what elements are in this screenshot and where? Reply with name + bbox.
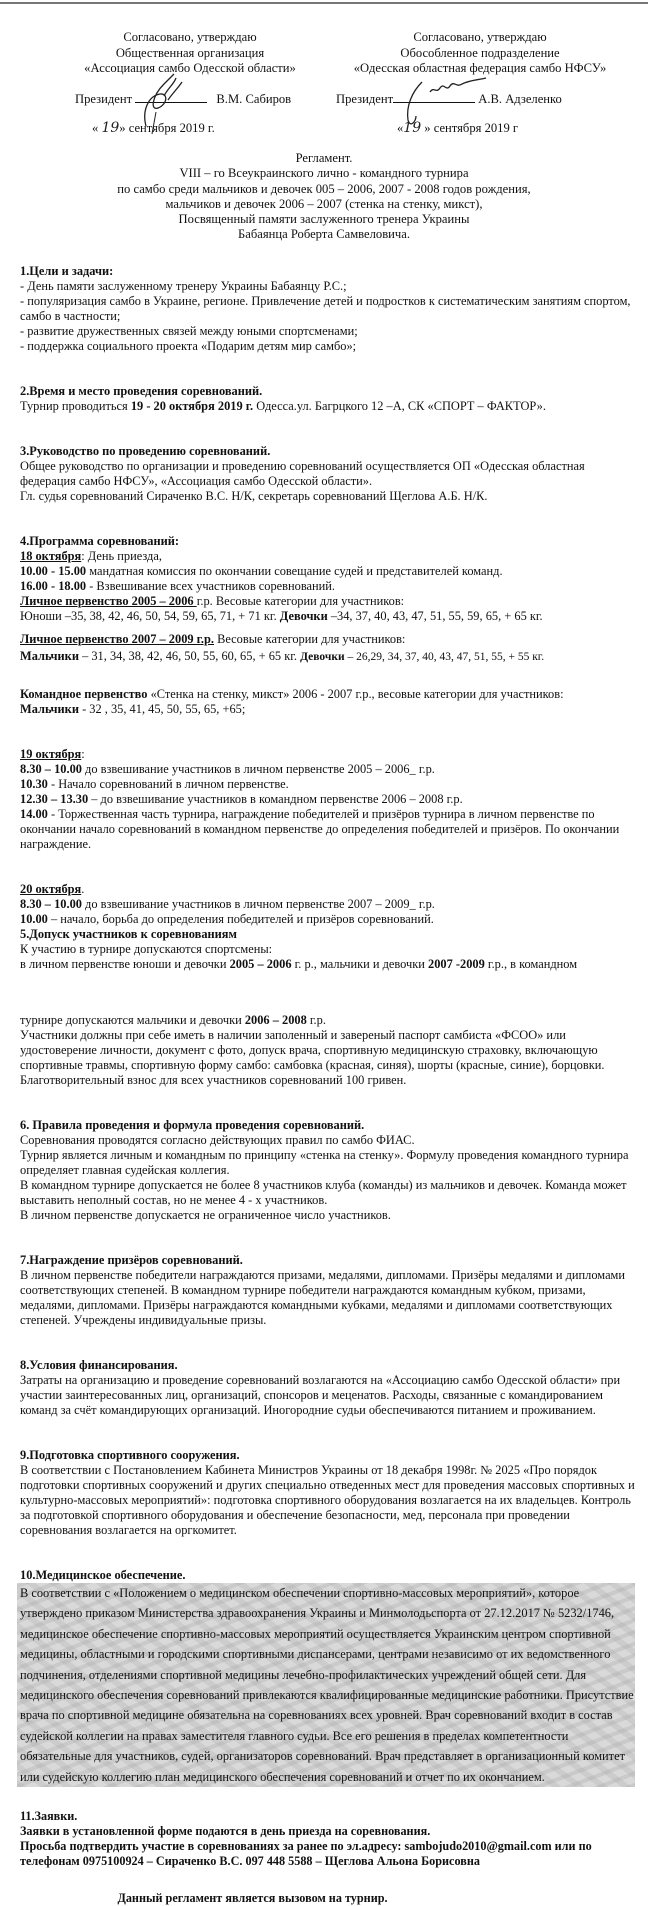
schedule-time: 8.30 – 10.00: [20, 897, 82, 911]
schedule-text: - Торжественная часть турнира, награждение победителей и призёров турнира в личном первенстве по окончании начало соревнований в командном первенстве до определения победителей и призёров. По окончании награждение.: [20, 807, 620, 851]
section-text: [20, 957, 635, 972]
day-header: [20, 549, 635, 564]
president-right-label: Президент: [336, 92, 394, 106]
section-financing: [20, 1358, 635, 1418]
section-heading: 5.Допуск участников к соревнованиям: [20, 927, 237, 941]
text-fragment: Турнир проводиться: [20, 399, 131, 413]
list-item: - поддержка социального проекта «Подарим детям мир самбо»;: [20, 339, 357, 353]
section-medical: [20, 1568, 635, 1787]
day-label: 18 октября: [20, 549, 82, 563]
section-applications: [20, 1809, 635, 1906]
closing-statement: Данный регламент является вызовом на турнир.: [117, 1891, 388, 1906]
day-text: :: [81, 747, 85, 761]
weight-category-header: [20, 594, 635, 609]
girls-weights: – 26,29, 34, 37, 40, 43, 47, 51, 55, + 55 кг.: [344, 651, 545, 663]
section-heading: 3.Руководство по проведению соревнований.: [20, 444, 271, 458]
section-text: Общее руководство по организации и проведению соревнований осуществляется ОП «Одесская областная федерация самбо НФСУ», «Ассоциация самбо Одесской области».: [20, 459, 585, 488]
text-fragment: г. р., мальчики и девочки: [291, 957, 428, 971]
schedule-text: - Взвешивание всех участников соревнований.: [86, 579, 336, 593]
schedule-time: 10.00 - 15.00: [20, 564, 87, 578]
section-heading: 4.Программа соревнований:: [20, 534, 180, 548]
weight-category-header: [20, 632, 635, 647]
date-right-open: «: [397, 121, 404, 135]
schedule-time: 10.30: [20, 777, 48, 791]
president-right-name: А.В. Адзеленко: [478, 92, 562, 106]
section-heading: 2.Время и место проведения соревнований.: [20, 384, 263, 398]
schedule-text: – начало, борьба до определения победителей и призёров соревнований.: [47, 912, 434, 926]
girls-label: Девочки: [279, 609, 328, 623]
list-item: - развитие дружественных связей между юными спортсменами;: [20, 324, 358, 338]
section-rules: [20, 1118, 635, 1223]
schedule-row: [20, 579, 635, 594]
day-label: 19 октября: [20, 747, 82, 761]
section-facility: [20, 1448, 635, 1538]
president-left-label: Президент: [75, 92, 133, 106]
text-fragment: г.р., в командном: [484, 957, 578, 971]
approval-left-line3: «Ассоциация самбо Одесской области»: [84, 61, 296, 75]
date-left-rest: » сентября 2019 г.: [119, 121, 215, 135]
section-heading: 6. Правила проведения и формула проведения соревнований.: [20, 1118, 365, 1132]
date-right-rest: » сентября 2019 г: [421, 121, 519, 135]
boys-weights: – 31, 34, 38, 42, 46, 50, 55, 60, 65, + 65 кг.: [78, 649, 301, 663]
schedule-row: [20, 912, 635, 927]
schedule-text: до взвешивание участников в личном первенстве 2005 – 2006_ г.р.: [81, 762, 435, 776]
title-line2: VIII – го Всеукраинского лично - командного турнира: [179, 166, 469, 181]
category-label: Личное первенство 2007 – 2009 г.р.: [20, 632, 215, 646]
day-text: : День приезда,: [81, 549, 162, 563]
boys-weights: - 32 , 35, 41, 45, 50, 55, 65, +65;: [78, 702, 246, 716]
date-left: [92, 121, 215, 136]
team-category-row: [20, 702, 635, 717]
boys-weights: Юноши –35, 38, 42, 46, 50, 54, 59, 65, 71, + 71 кг.: [20, 609, 280, 623]
event-dates: 19 - 20 октября 2019 г.: [130, 399, 254, 413]
birth-years: 2005 – 2006: [229, 957, 292, 971]
schedule-row: [20, 762, 635, 777]
date-left-day-handwritten: 19: [101, 120, 120, 136]
day-header: [20, 882, 635, 897]
section-text: [20, 399, 635, 414]
date-right-day-handwritten: 19: [403, 120, 422, 136]
section-admission: [20, 927, 635, 1088]
section-goals: [20, 264, 635, 354]
section-text: Затраты на организацию и проведение соревнований возлагаются на «Ассоциацию самбо Одесской области» при участии заинтересованных лиц, организаций, спонсоров и меценатов. Расходы, связанные с командированием команд за счёт командирующих организаций. Иногородние судьи обеспечиваются питанием и проживанием.: [20, 1373, 621, 1417]
category-text: Весовые категории для участников:: [214, 632, 406, 646]
schedule-row: [20, 564, 635, 579]
section-text: [20, 1013, 635, 1028]
schedule-row: [20, 777, 635, 792]
schedule-row: [20, 792, 635, 807]
section-text: Соревнования проводятся согласно действующих правил по самбо ФИАС.: [20, 1133, 415, 1147]
title-line1: Регламент.: [295, 151, 353, 165]
list-item: - популяризация самбо в Украине, регионе. Привлечение детей и подростков к систематическим занятиям спортом, самбо в частности;: [20, 294, 631, 323]
title-line6: Бабаянца Роберта Самвеловича.: [238, 227, 410, 242]
birth-years: 2006 – 2008: [244, 1013, 307, 1027]
title-line5: Посвященный памяти заслуженного тренера Украины: [178, 212, 470, 227]
section-text: Заявки в установленной форме подаются в день приезда на соревнования.: [20, 1824, 431, 1839]
section-text: К участию в турнире допускаются спортсмены:: [20, 942, 273, 956]
category-text: г.р. Весовые категории для участников:: [196, 594, 405, 608]
approval-block-left: [60, 30, 320, 77]
document-title: [0, 151, 648, 243]
approval-right-line3: «Одесская областная федерация самбо НФСУ»: [353, 61, 607, 75]
section-program: [20, 534, 635, 927]
text-fragment: г.р.: [306, 1013, 326, 1027]
schedule-time: 8.30 – 10.00: [20, 762, 82, 776]
section-heading: 11.Заявки.: [20, 1809, 78, 1824]
schedule-text: - Начало соревнований в личном первенстве.: [47, 777, 289, 791]
approval-left-line1: Согласовано, утверждаю: [123, 30, 257, 44]
section-heading: 10.Медицинское обеспечение.: [20, 1568, 186, 1582]
president-left-name: В.М. Сабиров: [216, 92, 292, 106]
team-label: Командное первенство: [20, 687, 148, 701]
section-text: В соответствии с «Положением о медицинском обеспечении спортивно-массовых мероприятий», которое утверждено приказом Министерства здравоохранения Украины и Минмолодьспорта от 27.12.2017 № 5232/1746, медицинское обеспечение спортивно-массовых мероприятий осуществляется Украинским центром спортивной медицины, областными и городскими спортивными диспансерами, центрами независимо от их ведомственного подчинения, отделениями спортивной медицины лечебно-профилактических учреждений общей сети. Для медицинского обеспечения соревнований привлекаются квалифицированные медицинские работники. Присутствие врача по спортивной медицине обязательна на соревнованиях всех уровней. Врач соревнований входит в состав судейской коллегии на правах заместителя главного судьи. Все его решения в пределах компетентности обязательные для участников, судей, организаторов соревнований. Врач представляет в организационный комитет или судейскую коллегию план медицинского обеспечения соревнований и отчет по их окончанием.: [20, 1586, 634, 1784]
category-label: Личное первенство 2005 – 2006: [20, 594, 197, 608]
section-heading: 9.Подготовка спортивного сооружения.: [20, 1448, 240, 1462]
section-awards: [20, 1253, 635, 1328]
section-text: В личном первенстве допускается не ограниченное число участников.: [20, 1208, 391, 1222]
section-management: [20, 444, 635, 504]
approval-block-right: [330, 30, 630, 77]
schedule-text: до взвешивание участников в личном первенстве 2007 – 2009_ г.р.: [81, 897, 435, 911]
team-category-header: [20, 687, 635, 702]
day-header: [20, 747, 635, 762]
date-left-open: «: [92, 121, 99, 135]
day-text: .: [81, 882, 85, 896]
schedule-text: – до взвешивание участников в командном первенстве 2006 – 2008 г.р.: [88, 792, 463, 806]
approval-right-line1: Согласовано, утверждаю: [413, 30, 547, 44]
schedule-row: [20, 807, 635, 852]
title-line4: мальчиков и девочек 2006 – 2007 (стенка на стенку, микст),: [165, 196, 483, 211]
schedule-time: 14.00: [20, 807, 48, 821]
document-body: [20, 264, 635, 1906]
section-heading: 1.Цели и задачи:: [20, 264, 114, 278]
schedule-time: 12.30 – 13.30: [20, 792, 89, 806]
text-fragment: турнире допускаются мальчики и девочки: [20, 1013, 245, 1027]
section-time-place: [20, 384, 635, 414]
section-text: В личном первенстве победители награждаются призами, медалями, дипломами. Призёры медалями и дипломами соответствующих степеней. В командном турнире победители награждаются командным кубком, призами, медалями, дипломами. Призёры награждаются командными кубками, медалями и дипломами соответствующих степеней. Учреждены индивидуальные призы.: [20, 1268, 626, 1327]
text-fragment: в личном первенстве юноши и девочки: [20, 957, 230, 971]
birth-years: 2007 -2009: [428, 957, 485, 971]
section-text: В соответствии с Постановлением Кабинета Министров Украины от 18 декабря 1998г. № 2025 «Про порядок подготовки спортивных сооружений и других специально отведенных мест для проведения массовых спортивных и культурно-массовых мероприятий»: подготовка спортивного оборудования возлагается на их владельцев. Контроль за подготовкой спортивного оборудования и обеспечение безопасности, мед, персонала при проведении соревнования возлагается на оргкомитет.: [20, 1463, 635, 1537]
date-right: [397, 121, 518, 136]
schedule-text: мандатная комиссия по окончании совещание судей и представителей команд.: [86, 564, 503, 578]
section-text: Участники должны при себе иметь в наличии заполенный и завереный паспорт самбиста «ФСОО» или удостоверение личности, документ с фото, допуск врача, спортивную медицинскую страховку, включающую спортивные травмы, спортивную форму самбо: самбовка (красная, синяя), шорты (красные, синие), борцовки. Благотворительный взнос для всех участников соревнований 100 гривен.: [20, 1028, 605, 1087]
title-line3: по самбо среди мальчиков и девочек 005 – 2006, 2007 - 2008 годов рождения,: [117, 181, 531, 196]
section-heading: 7.Награждение призёров соревнований.: [20, 1253, 243, 1267]
contact-text: Просьба подтвердить участие в соревнованиях за ранее по эл.адресу: sambojudo2010@gmail.com или по телефонам 0975100924 – Сираченко В.С. 097 448 5588 – Щеглова Альона Борисовна: [20, 1839, 592, 1869]
scan-edge-line: [0, 2, 648, 4]
medical-text-shaded-block: [17, 1583, 635, 1787]
boys-label: Мальчики: [20, 649, 79, 663]
team-text: «Стенка на стенку, микст» 2006 - 2007 г.р., весовые категории для участников:: [147, 687, 564, 701]
list-item: - День памяти заслуженному тренеру Украины Бабаянцу Р.С.;: [20, 279, 347, 293]
schedule-time: 10.00: [20, 912, 48, 926]
weight-category-row: [20, 609, 635, 624]
section-text: В командном турнире допускается не более 8 участников клуба (команды) из мальчиков и девочек. Команда может выставить неполный состав, но не менее 4 - х участников.: [20, 1178, 627, 1207]
boys-label: Мальчики: [20, 702, 79, 716]
section-text: Гл. судья соревнований Сираченко В.С. Н/К, секретарь соревнований Щеглова А.Б. Н/К.: [20, 489, 488, 503]
venue-address: Одесса.ул. Багрцкого 12 –А, СК «СПОРТ – ФАКТОР».: [253, 399, 546, 413]
girls-label: Девочки: [300, 651, 345, 663]
schedule-row: [20, 897, 635, 912]
schedule-time: 16.00 - 18.00: [20, 579, 87, 593]
section-heading: 8.Условия финансирования.: [20, 1358, 178, 1372]
approval-right-line2: Обособленное подразделение: [400, 45, 560, 60]
section-text: Турнир является личным и командным по принципу «стенка на стенку». Формулу проведения командного турнира определяет главная судейская коллегия.: [20, 1148, 629, 1177]
approval-left-line2: Общественная организация: [115, 45, 265, 60]
weight-category-row: [20, 649, 635, 665]
day-label: 20 октября: [20, 882, 82, 896]
girls-weights: –34, 37, 40, 43, 47, 51, 55, 59, 65, + 65 кг.: [327, 609, 543, 623]
